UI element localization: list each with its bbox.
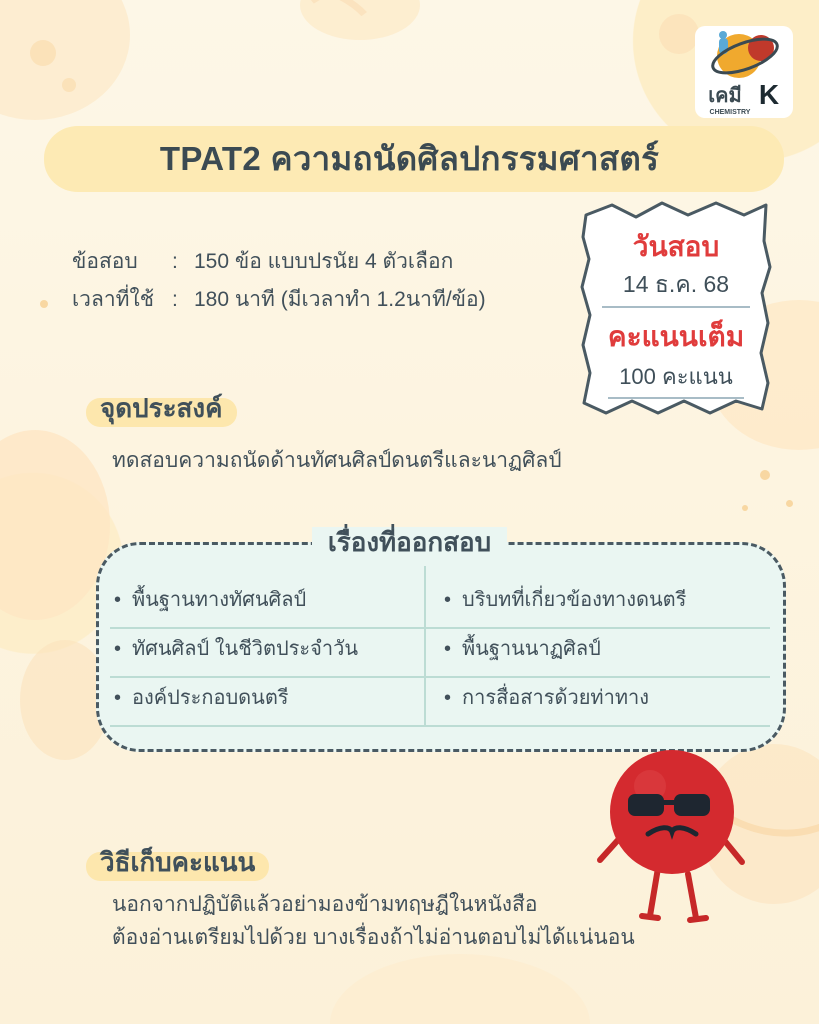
full-score-value: 100 คะแนน — [608, 359, 744, 399]
info-row — [72, 243, 486, 281]
topics-list — [110, 580, 770, 727]
info-label: ข้อสอบ — [72, 250, 138, 273]
decor-dot — [760, 470, 770, 480]
list-item: • พื้นฐานทางทัศนศิลป์ — [110, 580, 440, 629]
info-colon: : — [172, 250, 178, 273]
logo-text-sub: CHEMISTRY — [709, 109, 751, 116]
exam-info-block — [72, 243, 486, 319]
scoring-body — [112, 888, 635, 954]
topics-heading — [0, 522, 819, 563]
brand-logo — [695, 26, 793, 118]
list-item: • การสื่อสารด้วยท่าทาง — [440, 678, 770, 727]
scoring-heading — [86, 840, 269, 885]
exam-date-value: 14 ธ.ค. 68 — [602, 267, 750, 308]
info-colon: : — [172, 288, 178, 311]
red-blob-mascot-with-sunglasses-icon — [592, 736, 778, 926]
scoring-heading-text: วิธีเก็บคะแนน — [100, 847, 256, 877]
info-value: 150 ข้อ แบบปรนัย 4 ตัวเลือก — [194, 250, 454, 273]
logo-text-th: เคมี — [708, 85, 742, 107]
topics-heading-text: เรื่องที่ออกสอบ — [312, 527, 507, 557]
logo-text-k: K — [758, 79, 780, 110]
info-row — [72, 281, 486, 319]
exam-date-label: วันสอบ — [632, 231, 720, 262]
info-label: เวลาที่ใช้ — [72, 288, 154, 311]
page-title: TPAT2 ความถนัดศิลปกรรมศาสตร์ — [159, 140, 660, 177]
decor-blob — [659, 14, 699, 54]
purpose-body: ทดสอบความถนัดด้านทัศนศิลป์ดนตรีและนาฏศิลป์ — [112, 449, 562, 472]
list-item: • พื้นฐานนาฏศิลป์ — [440, 629, 770, 678]
scoring-line-2: ต้องอ่านเตรียมไปด้วย บางเรื่องถ้าไม่อ่านตอบไม่ได้แน่นอน — [112, 926, 635, 949]
full-score-label: คะแนนเต็ม — [607, 321, 745, 352]
exam-date-note — [578, 197, 774, 419]
scoring-line-1: นอกจากปฏิบัติแล้วอย่ามองข้ามทฤษฎีในหนังสือ — [112, 893, 538, 916]
decor-dot — [40, 300, 48, 308]
list-item: • ทัศนศิลป์ ในชีวิตประจำวัน — [110, 629, 440, 678]
decor-blob — [62, 78, 76, 92]
purpose-heading — [86, 386, 237, 431]
decor-blob — [0, 0, 130, 120]
info-value: 180 นาที (มีเวลาทำ 1.2นาที/ข้อ) — [194, 288, 486, 311]
list-item: • บริบทที่เกี่ยวข้องทางดนตรี — [440, 580, 770, 629]
purpose-heading-text: จุดประสงค์ — [100, 393, 223, 423]
decor-blob — [330, 954, 590, 1024]
list-item: • องค์ประกอบดนตรี — [110, 678, 440, 727]
decor-blob — [30, 40, 56, 66]
decor-dot — [786, 500, 793, 507]
decor-dot — [742, 505, 748, 511]
decor-arc — [192, 0, 391, 116]
